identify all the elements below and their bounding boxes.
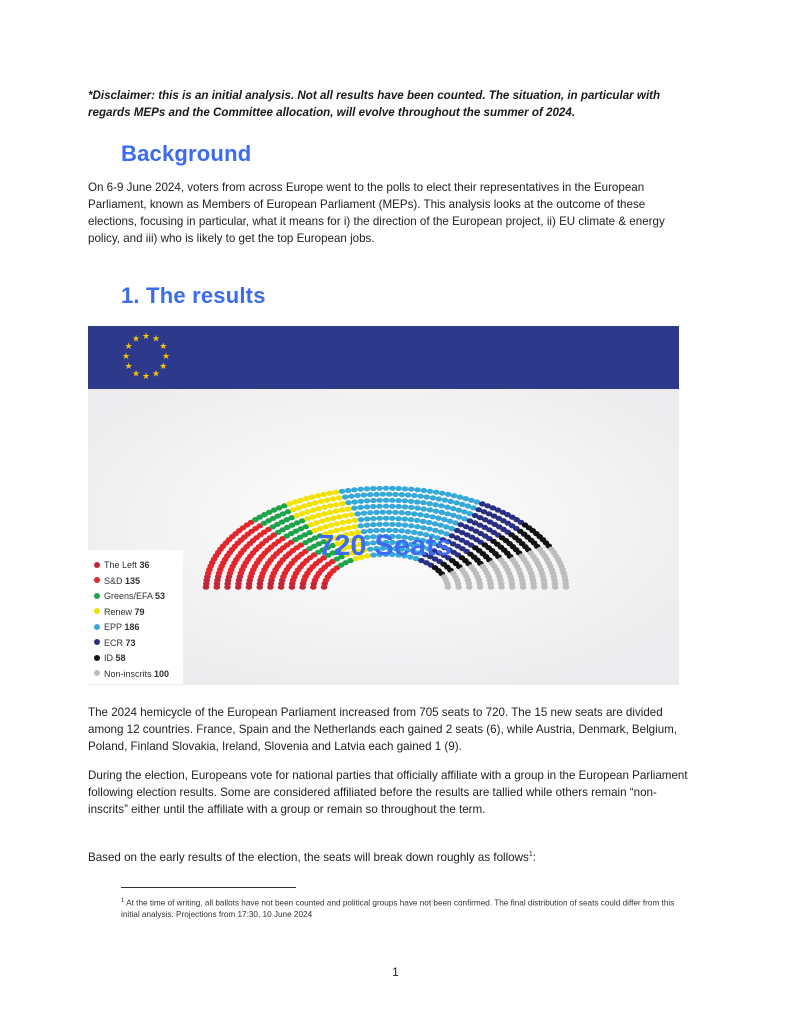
seat-dot xyxy=(426,520,433,525)
seat-dot xyxy=(348,494,355,499)
seat-dot xyxy=(448,499,455,504)
results-paragraph-3 xyxy=(88,846,688,866)
party-legend xyxy=(88,550,183,684)
footnote-text: At the time of writing, all ballots have not been counted and political groups have not been confirmed. The final distribution of seats could differ from this initial analysis. Projections from 17:30, 10 June 2024 xyxy=(121,898,675,919)
seat-dot xyxy=(370,504,377,509)
seat-dot xyxy=(324,498,331,503)
seat-dot xyxy=(351,524,358,529)
seat-dot xyxy=(563,585,570,590)
seat-dot xyxy=(420,506,427,511)
legend-item xyxy=(94,620,139,634)
seat-dot xyxy=(427,489,434,494)
seat-dot xyxy=(411,493,418,498)
seat-dot xyxy=(351,487,358,492)
seat-dot xyxy=(358,517,365,522)
seat-dot xyxy=(439,491,446,496)
seat-dot xyxy=(451,493,458,498)
seat-dot xyxy=(421,488,428,493)
seat-dot xyxy=(383,516,390,521)
seat-dot xyxy=(498,585,505,590)
seat-dot xyxy=(423,494,430,499)
seat-dot xyxy=(383,486,390,491)
seat-dot xyxy=(333,490,340,495)
legend-group-name: Greens/EFA xyxy=(104,591,156,601)
seat-dot xyxy=(439,510,446,515)
seat-dot xyxy=(376,498,383,503)
seat-dot xyxy=(312,500,319,505)
legend-group-name: ECR xyxy=(104,637,126,648)
seat-dot xyxy=(433,509,440,514)
eu-flag-banner xyxy=(88,326,679,389)
seat-dot xyxy=(318,499,325,504)
seat-dot xyxy=(358,499,365,504)
seat-dot xyxy=(376,504,383,509)
eu-flag-star: ★ xyxy=(161,352,171,362)
seat-dot xyxy=(392,492,399,497)
legend-group-seats: 100 xyxy=(154,668,170,679)
seat-dot xyxy=(432,521,439,526)
legend-group-seats: 73 xyxy=(125,637,136,648)
seat-dot xyxy=(477,585,484,590)
seat-dot xyxy=(357,487,364,492)
seat-dot xyxy=(354,511,361,516)
seat-dot xyxy=(373,510,380,515)
seat-dot xyxy=(321,505,328,510)
eu-flag-star: ★ xyxy=(124,362,133,372)
seat-dot xyxy=(420,500,427,505)
seat-dot xyxy=(399,510,406,515)
legend-item xyxy=(94,605,145,619)
seat-dot xyxy=(328,523,335,528)
legend-group-name: EPP xyxy=(104,622,125,632)
seat-dot xyxy=(351,499,358,504)
seat-dot xyxy=(364,523,371,528)
seat-dot xyxy=(380,510,387,515)
seat-dot xyxy=(509,585,516,590)
seat-dot xyxy=(417,494,424,499)
seat-dot xyxy=(345,488,352,493)
seat-dot xyxy=(336,514,343,519)
legend-swatch xyxy=(94,577,100,583)
legend-item xyxy=(94,667,169,681)
legend-swatch xyxy=(94,608,100,614)
seat-dot xyxy=(327,491,334,496)
seat-dot xyxy=(438,503,445,508)
seat-dot xyxy=(408,523,415,528)
legend-swatch xyxy=(94,593,100,599)
results-heading: 1. The results xyxy=(121,283,266,308)
seat-dot xyxy=(383,498,390,503)
legend-group-seats: 58 xyxy=(115,653,126,663)
legend-item xyxy=(94,558,150,572)
seat-dot xyxy=(336,495,343,500)
seat-dot xyxy=(361,511,368,516)
seat-dot xyxy=(432,502,439,507)
legend-item xyxy=(94,589,165,603)
page-number: 1 xyxy=(392,965,399,979)
seat-dot xyxy=(306,502,313,507)
seat-dot xyxy=(315,513,322,518)
seat-dot xyxy=(339,501,346,506)
seat-dot xyxy=(389,504,396,509)
seat-dot xyxy=(462,496,469,501)
legend-group-name: The Left xyxy=(104,560,140,570)
seat-dot xyxy=(370,522,377,527)
seat-dot xyxy=(420,519,427,524)
seat-dot xyxy=(315,493,322,498)
eu-flag-star: ★ xyxy=(131,334,141,345)
results-paragraph-3-text: Based on the early results of the election, the seats will break down roughly as follows xyxy=(88,850,529,864)
legend-swatch xyxy=(94,562,100,568)
seat-dot xyxy=(330,516,337,521)
seat-dot xyxy=(402,504,409,509)
seat-dot xyxy=(429,514,436,519)
seat-dot xyxy=(348,512,355,517)
legend-group-name: S&D xyxy=(104,575,126,586)
seat-dot xyxy=(459,502,466,507)
eu-flag-star: ★ xyxy=(121,352,131,362)
seat-dot xyxy=(370,498,377,503)
seat-dot xyxy=(310,508,317,513)
eu-flag-star: ★ xyxy=(159,342,168,352)
seat-dot xyxy=(392,510,399,515)
seat-dot xyxy=(433,490,440,495)
eu-flag-star: ★ xyxy=(141,372,151,382)
seat-dot xyxy=(333,502,340,507)
seat-dot xyxy=(321,492,328,497)
seat-dot xyxy=(426,501,433,506)
seat-dot xyxy=(342,513,349,518)
seat-dot xyxy=(395,498,402,503)
eu-flag-star: ★ xyxy=(124,342,133,352)
seat-total-label: 720 Seats xyxy=(318,530,452,562)
seat-dot xyxy=(383,522,390,527)
results-paragraph-2: During the election, Europeans vote for national parties that officially affiliate with a group in the European Parliament following election results. Some are considered affiliated before the results are tallied while others remain “non-inscrits” either until the affiliate with a group or remain so throughout the term. xyxy=(88,769,688,816)
seat-dot xyxy=(364,516,371,521)
seat-dot xyxy=(442,498,449,503)
legend-group-seats: 186 xyxy=(124,622,140,632)
seat-dot xyxy=(445,492,452,497)
seat-dot xyxy=(370,516,377,521)
legend-swatch xyxy=(94,670,100,676)
seat-dot xyxy=(414,506,421,511)
legend-item xyxy=(94,574,140,588)
seat-dot xyxy=(411,511,418,516)
legend-swatch xyxy=(94,639,100,645)
legend-group-seats: 79 xyxy=(134,606,145,617)
parliament-seat-figure xyxy=(88,326,679,685)
background-heading: Background xyxy=(121,141,252,166)
seat-dot xyxy=(389,498,396,503)
legend-group-seats: 53 xyxy=(155,591,166,601)
footnote-reference[interactable]: 1 xyxy=(528,851,533,858)
seat-dot xyxy=(334,521,341,526)
seat-dot xyxy=(436,496,443,501)
legend-swatch xyxy=(94,655,100,661)
seat-dot xyxy=(445,585,452,590)
eu-flag-star: ★ xyxy=(141,332,151,342)
seat-dot xyxy=(380,492,387,497)
seat-dot xyxy=(345,506,352,511)
seat-dot xyxy=(414,487,421,492)
results-paragraph-1: The 2024 hemicycle of the European Parliament increased from 705 seats to 720. The 15 new seats are divided among 12 countries. France, Spain and the Netherlands each gained 2 seats (6), while Austria, Denmark, Belgium, Poland, Finland Slovakia, Ireland, Slovenia and Latvia each gained 1 (9). xyxy=(88,706,678,753)
seat-dot xyxy=(520,585,527,590)
seat-dot xyxy=(327,503,334,508)
seat-dot xyxy=(339,489,346,494)
results-paragraph-3-colon: : xyxy=(532,850,536,864)
legend-group-seats: 135 xyxy=(125,575,141,586)
seat-dot xyxy=(342,494,349,499)
seat-dot xyxy=(370,486,377,491)
seat-dot xyxy=(395,516,402,521)
seat-dot xyxy=(301,503,308,508)
seat-dot xyxy=(364,504,371,509)
seat-dot xyxy=(435,516,442,521)
seat-dot xyxy=(383,504,390,509)
seat-dot xyxy=(402,498,409,503)
seat-dot xyxy=(423,513,430,518)
footnote-divider xyxy=(121,887,296,888)
seat-dot xyxy=(450,506,457,511)
seat-dot xyxy=(364,486,371,491)
seat-dot xyxy=(373,492,380,497)
seat-dot xyxy=(444,505,451,510)
legend-group-name: ID xyxy=(104,653,116,663)
eu-flag-star: ★ xyxy=(159,362,168,372)
seat-dot xyxy=(354,493,361,498)
seat-dot xyxy=(340,520,347,525)
seat-dot xyxy=(345,500,352,505)
seat-dot xyxy=(352,518,359,523)
seat-dot xyxy=(414,524,421,529)
eu-flag-star: ★ xyxy=(151,369,161,380)
seat-dot xyxy=(367,510,374,515)
seat-dot xyxy=(531,585,538,590)
seat-dot xyxy=(327,510,334,515)
legend-group-seats: 36 xyxy=(139,560,150,570)
seat-dot xyxy=(408,487,415,492)
legend-swatch xyxy=(94,624,100,630)
eu-flag-stars xyxy=(88,326,679,389)
seat-dot xyxy=(405,492,412,497)
legend-item xyxy=(94,651,126,665)
seat-dot xyxy=(357,523,364,528)
seat-dot xyxy=(395,522,402,527)
seat-dot xyxy=(339,507,346,512)
seat-dot xyxy=(466,585,473,590)
seat-dot xyxy=(376,516,383,521)
seat-dot xyxy=(402,516,409,521)
seat-dot xyxy=(408,517,415,522)
seat-dot xyxy=(552,585,559,590)
seat-dot xyxy=(405,511,412,516)
seat-dot xyxy=(376,486,383,491)
footnote xyxy=(121,896,681,920)
seat-dot xyxy=(389,486,396,491)
seat-dot xyxy=(364,498,371,503)
seat-dot xyxy=(541,585,548,590)
seat-dot xyxy=(333,509,340,514)
seat-dot xyxy=(346,519,353,524)
seat-dot xyxy=(427,507,434,512)
seat-dot xyxy=(321,511,328,516)
seat-dot xyxy=(430,495,437,500)
seat-dot xyxy=(395,486,402,491)
background-paragraph: On 6-9 June 2024, voters from across Europe went to the polls to elect their representatives in the European Parliament, known as Members of European Parliament (MEPs). This analysis looks at the outcome of these elections, focusing in particular, what it means for i) the direction of the European project, ii) EU climate & energy policy, and iii) who is likely to get the top European jobs. xyxy=(88,181,665,245)
seat-dot xyxy=(386,510,393,515)
seat-dot xyxy=(408,505,415,510)
seat-dot xyxy=(303,496,310,501)
disclaimer: *Disclaimer: this is an initial analysis. Not all results have been counted. The situation, in particular with regards MEPs and the Committee allocation, will evolve throughout the summer of 2024. xyxy=(88,89,661,119)
seat-dot xyxy=(316,506,323,511)
footnote-number: 1 xyxy=(121,898,125,904)
seat-dot xyxy=(309,495,316,500)
eu-flag-star: ★ xyxy=(151,334,161,345)
seat-dot xyxy=(488,585,495,590)
seat-dot xyxy=(399,492,406,497)
seat-dot xyxy=(367,492,374,497)
seat-dot xyxy=(453,500,460,505)
seat-dot xyxy=(351,506,358,511)
seat-dot xyxy=(389,522,396,527)
eu-flag-star: ★ xyxy=(131,369,141,380)
seat-dot xyxy=(402,523,409,528)
seat-dot xyxy=(441,517,448,522)
legend-group-name: Renew xyxy=(104,606,135,617)
seat-dot xyxy=(417,512,424,517)
seat-dot xyxy=(457,495,464,500)
legend-group-name: Non-inscrits xyxy=(104,668,155,679)
seat-dot xyxy=(361,492,368,497)
seat-dot xyxy=(455,585,462,590)
seat-dot xyxy=(297,498,304,503)
legend-item xyxy=(94,636,136,650)
seat-dot xyxy=(389,516,396,521)
seat-dot xyxy=(414,499,421,504)
seat-dot xyxy=(408,499,415,504)
seat-dot xyxy=(324,517,331,522)
seat-dot xyxy=(376,522,383,527)
seat-dot xyxy=(330,496,337,501)
seat-dot xyxy=(414,518,421,523)
seat-dot xyxy=(319,519,326,524)
seat-dot xyxy=(444,511,451,516)
seat-dot xyxy=(357,505,364,510)
seat-dot xyxy=(386,492,393,497)
seat-dot xyxy=(395,504,402,509)
seat-dot xyxy=(402,486,409,491)
